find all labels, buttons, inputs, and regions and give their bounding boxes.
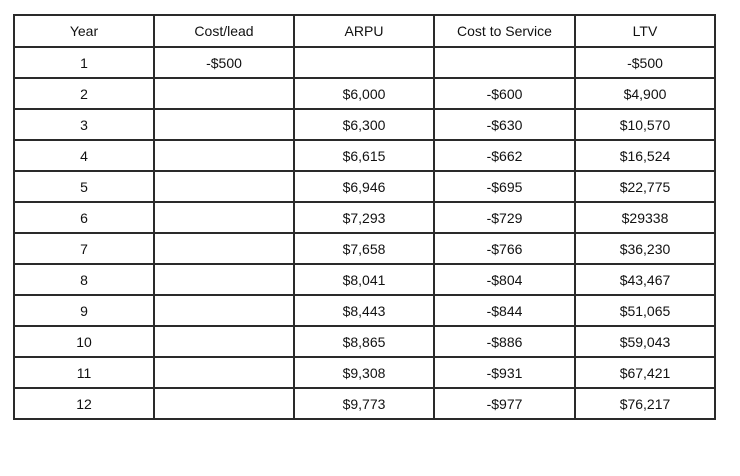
cell-arpu: $8,041 xyxy=(294,264,434,295)
cell-arpu xyxy=(294,47,434,78)
table-row xyxy=(14,171,715,202)
cell-arpu: $9,308 xyxy=(294,357,434,388)
table-row xyxy=(14,78,715,109)
cell-ltv: $59,043 xyxy=(575,326,715,357)
cell-cost-to-service: -$844 xyxy=(434,295,575,326)
table-row xyxy=(14,326,715,357)
header-year: Year xyxy=(14,15,154,47)
ltv-table-container xyxy=(13,14,714,420)
table-row xyxy=(14,233,715,264)
cell-ltv: $43,467 xyxy=(575,264,715,295)
cell-ltv: $36,230 xyxy=(575,233,715,264)
cell-cost-to-service: -$886 xyxy=(434,326,575,357)
cell-arpu: $7,293 xyxy=(294,202,434,233)
table-row xyxy=(14,388,715,419)
header-ltv: LTV xyxy=(575,15,715,47)
cell-year: 6 xyxy=(14,202,154,233)
cell-cost-to-service xyxy=(434,47,575,78)
cell-arpu: $7,658 xyxy=(294,233,434,264)
cell-cost-to-service: -$600 xyxy=(434,78,575,109)
cell-year: 3 xyxy=(14,109,154,140)
cell-cost-per-lead xyxy=(154,140,294,171)
cell-ltv: $22,775 xyxy=(575,171,715,202)
cell-year: 5 xyxy=(14,171,154,202)
cell-arpu: $8,865 xyxy=(294,326,434,357)
cell-arpu: $6,300 xyxy=(294,109,434,140)
cell-cost-to-service: -$804 xyxy=(434,264,575,295)
table-body xyxy=(14,47,715,419)
header-cost-per-lead: Cost/lead xyxy=(154,15,294,47)
table-row xyxy=(14,357,715,388)
cell-ltv: $4,900 xyxy=(575,78,715,109)
cell-cost-per-lead xyxy=(154,357,294,388)
table-row xyxy=(14,295,715,326)
cell-ltv: $10,570 xyxy=(575,109,715,140)
cell-ltv: -$500 xyxy=(575,47,715,78)
cell-cost-per-lead xyxy=(154,233,294,264)
cell-year: 10 xyxy=(14,326,154,357)
cell-arpu: $9,773 xyxy=(294,388,434,419)
cell-ltv: $67,421 xyxy=(575,357,715,388)
cell-ltv: $51,065 xyxy=(575,295,715,326)
cell-cost-to-service: -$766 xyxy=(434,233,575,264)
table-row xyxy=(14,109,715,140)
cell-year: 4 xyxy=(14,140,154,171)
cell-year: 11 xyxy=(14,357,154,388)
cell-cost-to-service: -$695 xyxy=(434,171,575,202)
cell-cost-to-service: -$662 xyxy=(434,140,575,171)
cell-cost-per-lead: -$500 xyxy=(154,47,294,78)
cell-ltv: $76,217 xyxy=(575,388,715,419)
table-row xyxy=(14,47,715,78)
cell-cost-to-service: -$630 xyxy=(434,109,575,140)
cell-cost-per-lead xyxy=(154,326,294,357)
table-row xyxy=(14,202,715,233)
cell-cost-per-lead xyxy=(154,171,294,202)
cell-year: 9 xyxy=(14,295,154,326)
cell-cost-per-lead xyxy=(154,202,294,233)
cell-cost-per-lead xyxy=(154,78,294,109)
cell-year: 12 xyxy=(14,388,154,419)
cell-cost-to-service: -$977 xyxy=(434,388,575,419)
table-header xyxy=(14,15,715,47)
cell-year: 2 xyxy=(14,78,154,109)
cell-ltv: $16,524 xyxy=(575,140,715,171)
cell-cost-per-lead xyxy=(154,264,294,295)
ltv-table xyxy=(13,14,716,420)
cell-year: 1 xyxy=(14,47,154,78)
header-arpu: ARPU xyxy=(294,15,434,47)
cell-cost-to-service: -$729 xyxy=(434,202,575,233)
header-row xyxy=(14,15,715,47)
cell-year: 8 xyxy=(14,264,154,295)
cell-cost-per-lead xyxy=(154,388,294,419)
table-row xyxy=(14,140,715,171)
table-row xyxy=(14,264,715,295)
cell-arpu: $6,000 xyxy=(294,78,434,109)
cell-arpu: $6,615 xyxy=(294,140,434,171)
header-cost-to-service: Cost to Service xyxy=(434,15,575,47)
cell-year: 7 xyxy=(14,233,154,264)
cell-arpu: $6,946 xyxy=(294,171,434,202)
cell-cost-to-service: -$931 xyxy=(434,357,575,388)
cell-arpu: $8,443 xyxy=(294,295,434,326)
cell-cost-per-lead xyxy=(154,295,294,326)
cell-ltv: $29338 xyxy=(575,202,715,233)
cell-cost-per-lead xyxy=(154,109,294,140)
